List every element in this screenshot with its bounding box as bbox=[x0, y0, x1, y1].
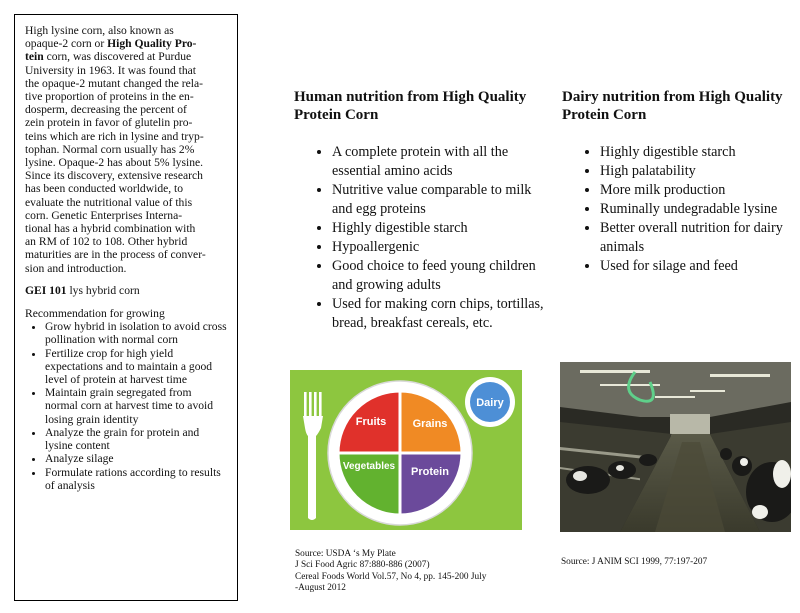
plate-icon bbox=[328, 381, 472, 525]
list-item: • Analyze silage bbox=[45, 452, 227, 465]
gei-hybrid-title: GEI 101 lys hybrid corn bbox=[25, 283, 140, 297]
intro-box bbox=[14, 14, 238, 601]
dairy-label: Dairy bbox=[476, 397, 504, 409]
human-nutrition-heading: Human nutrition from High Quality Protein Corn bbox=[294, 89, 527, 123]
list-item: • Highly digestible starch bbox=[600, 143, 800, 162]
list-item: • Used for making corn chips, tortillas, bread, breakfast cereals, etc. bbox=[332, 295, 550, 333]
list-item: • Good choice to feed young children and growing adults bbox=[332, 257, 550, 295]
dairy-barn-photo bbox=[560, 362, 791, 532]
list-item: • Better overall nutrition for dairy animals bbox=[600, 219, 800, 257]
list-item: • Nutritive value comparable to milk and egg proteins bbox=[332, 181, 550, 219]
human-nutrition-list bbox=[312, 143, 550, 333]
intro-paragraph: High lysine corn, also known as opaque-2 corn or High Quality Pro- tein corn, was discovered at Purdue University in 1963. It was found that the opaque-2 mutant changed the rela- tive proportion of proteins in the en- dosperm, decreasing the percent of zein protein in favor of glutelin pro- teins which are rich in lysine and tryp- tophan. Normal corn usually has 2% lysine. Opaque-2 has about 5% lysine. Since its discovery, extensive research has been conducted worldwide, to evaluate the nutritional value of this corn. Genetic Enterprises Interna- tional has a hybrid combination with an RM of 102 to 108. Other hybrid maturities are in the process of conver- sion and introduction. bbox=[25, 24, 206, 275]
list-item: • High palatability bbox=[600, 162, 800, 181]
list-item: • Ruminally undegradable lysine bbox=[600, 200, 800, 219]
list-item: • Maintain grain segregated from normal corn at harvest time to avoid losing grain identity bbox=[45, 386, 227, 426]
list-item: • Used for silage and feed bbox=[600, 257, 800, 276]
list-item: • Analyze the grain for protein and lysine content bbox=[45, 426, 227, 452]
dairy-cup-icon bbox=[465, 377, 515, 427]
recommendation-title: Recommendation for growing bbox=[25, 307, 165, 321]
list-item: • Grow hybrid in isolation to avoid cross pollination with normal corn bbox=[45, 320, 227, 346]
vegetables-label: Vegetables bbox=[342, 461, 396, 472]
list-item: • More milk production bbox=[600, 181, 800, 200]
protein-label: Protein bbox=[411, 466, 449, 478]
human-source-citation: Source: USDA ‘s My Plate J Sci Food Agric 87:880-886 (2007) Cereal Foods World Vol.57, No 4, pp. 145-200 July -August 2012 bbox=[295, 549, 487, 593]
dairy-source-citation: Source: J ANIM SCI 1999, 77:197-207 bbox=[561, 557, 708, 567]
grains-label: Grains bbox=[412, 418, 448, 430]
list-item: • A complete protein with all the essential amino acids bbox=[332, 143, 550, 181]
myplate-graphic bbox=[290, 370, 522, 530]
list-item: • Formulate rations according to results of analysis bbox=[45, 466, 227, 492]
recommendation-list bbox=[25, 320, 227, 492]
dairy-nutrition-heading: Dairy nutrition from High Quality Protein Corn bbox=[562, 89, 783, 123]
list-item: • Highly digestible starch bbox=[332, 219, 550, 238]
list-item: • Hypoallergenic bbox=[332, 238, 550, 257]
dairy-nutrition-list bbox=[580, 143, 800, 276]
fruits-label: Fruits bbox=[355, 416, 387, 428]
list-item: • Fertilize crop for high yield expectations and to maintain a good level of protein at harvest time bbox=[45, 347, 227, 387]
